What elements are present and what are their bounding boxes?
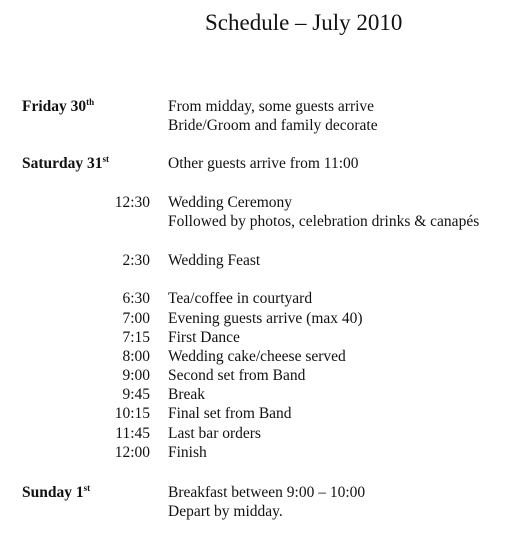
day-heading-saturday (22, 154, 109, 173)
page-title: Schedule – July 2010 (205, 10, 403, 35)
event-text: Final set from Band (168, 405, 292, 422)
event-text: Wedding cake/cheese served (168, 348, 346, 365)
event-text: Second set from Band (168, 367, 306, 384)
day-heading-friday (22, 97, 94, 116)
event-text: Finish (168, 444, 207, 461)
day-ordinal: st (83, 483, 91, 493)
event-text: Wedding Ceremony (168, 194, 293, 211)
event-text: Tea/coffee in courtyard (168, 290, 313, 307)
event-time: 8:00 (122, 348, 150, 365)
day-label: Friday 30 (22, 98, 87, 115)
event-time: 2:30 (122, 252, 150, 269)
event-text: First Dance (168, 329, 240, 346)
schedule-line: Depart by midday. (168, 503, 283, 520)
day-ordinal: st (102, 154, 110, 164)
event-time: 9:00 (122, 367, 150, 384)
schedule-line: Other guests arrive from 11:00 (168, 155, 359, 172)
day-heading-sunday (22, 483, 90, 502)
event-text: Followed by photos, celebration drinks & canapés (168, 213, 480, 230)
event-time: 9:45 (122, 386, 150, 403)
event-text: Wedding Feast (168, 252, 261, 269)
schedule-line: Bride/Groom and family decorate (168, 117, 378, 134)
event-text: Break (168, 386, 206, 403)
event-text: Evening guests arrive (max 40) (168, 310, 363, 327)
event-time: 7:00 (122, 310, 150, 327)
event-text: Last bar orders (168, 425, 261, 442)
schedule-line: From midday, some guests arrive (168, 98, 375, 115)
schedule-line: Breakfast between 9:00 – 10:00 (168, 484, 366, 501)
event-time: 7:15 (122, 329, 150, 346)
event-time: 11:45 (115, 425, 150, 442)
day-ordinal: th (86, 97, 95, 107)
day-label: Sunday 1 (22, 484, 84, 501)
event-time: 12:00 (114, 444, 150, 461)
day-label: Saturday 31 (22, 155, 103, 172)
event-time: 12:30 (114, 194, 150, 211)
event-time: 6:30 (122, 290, 150, 307)
event-time: 10:15 (114, 405, 150, 422)
